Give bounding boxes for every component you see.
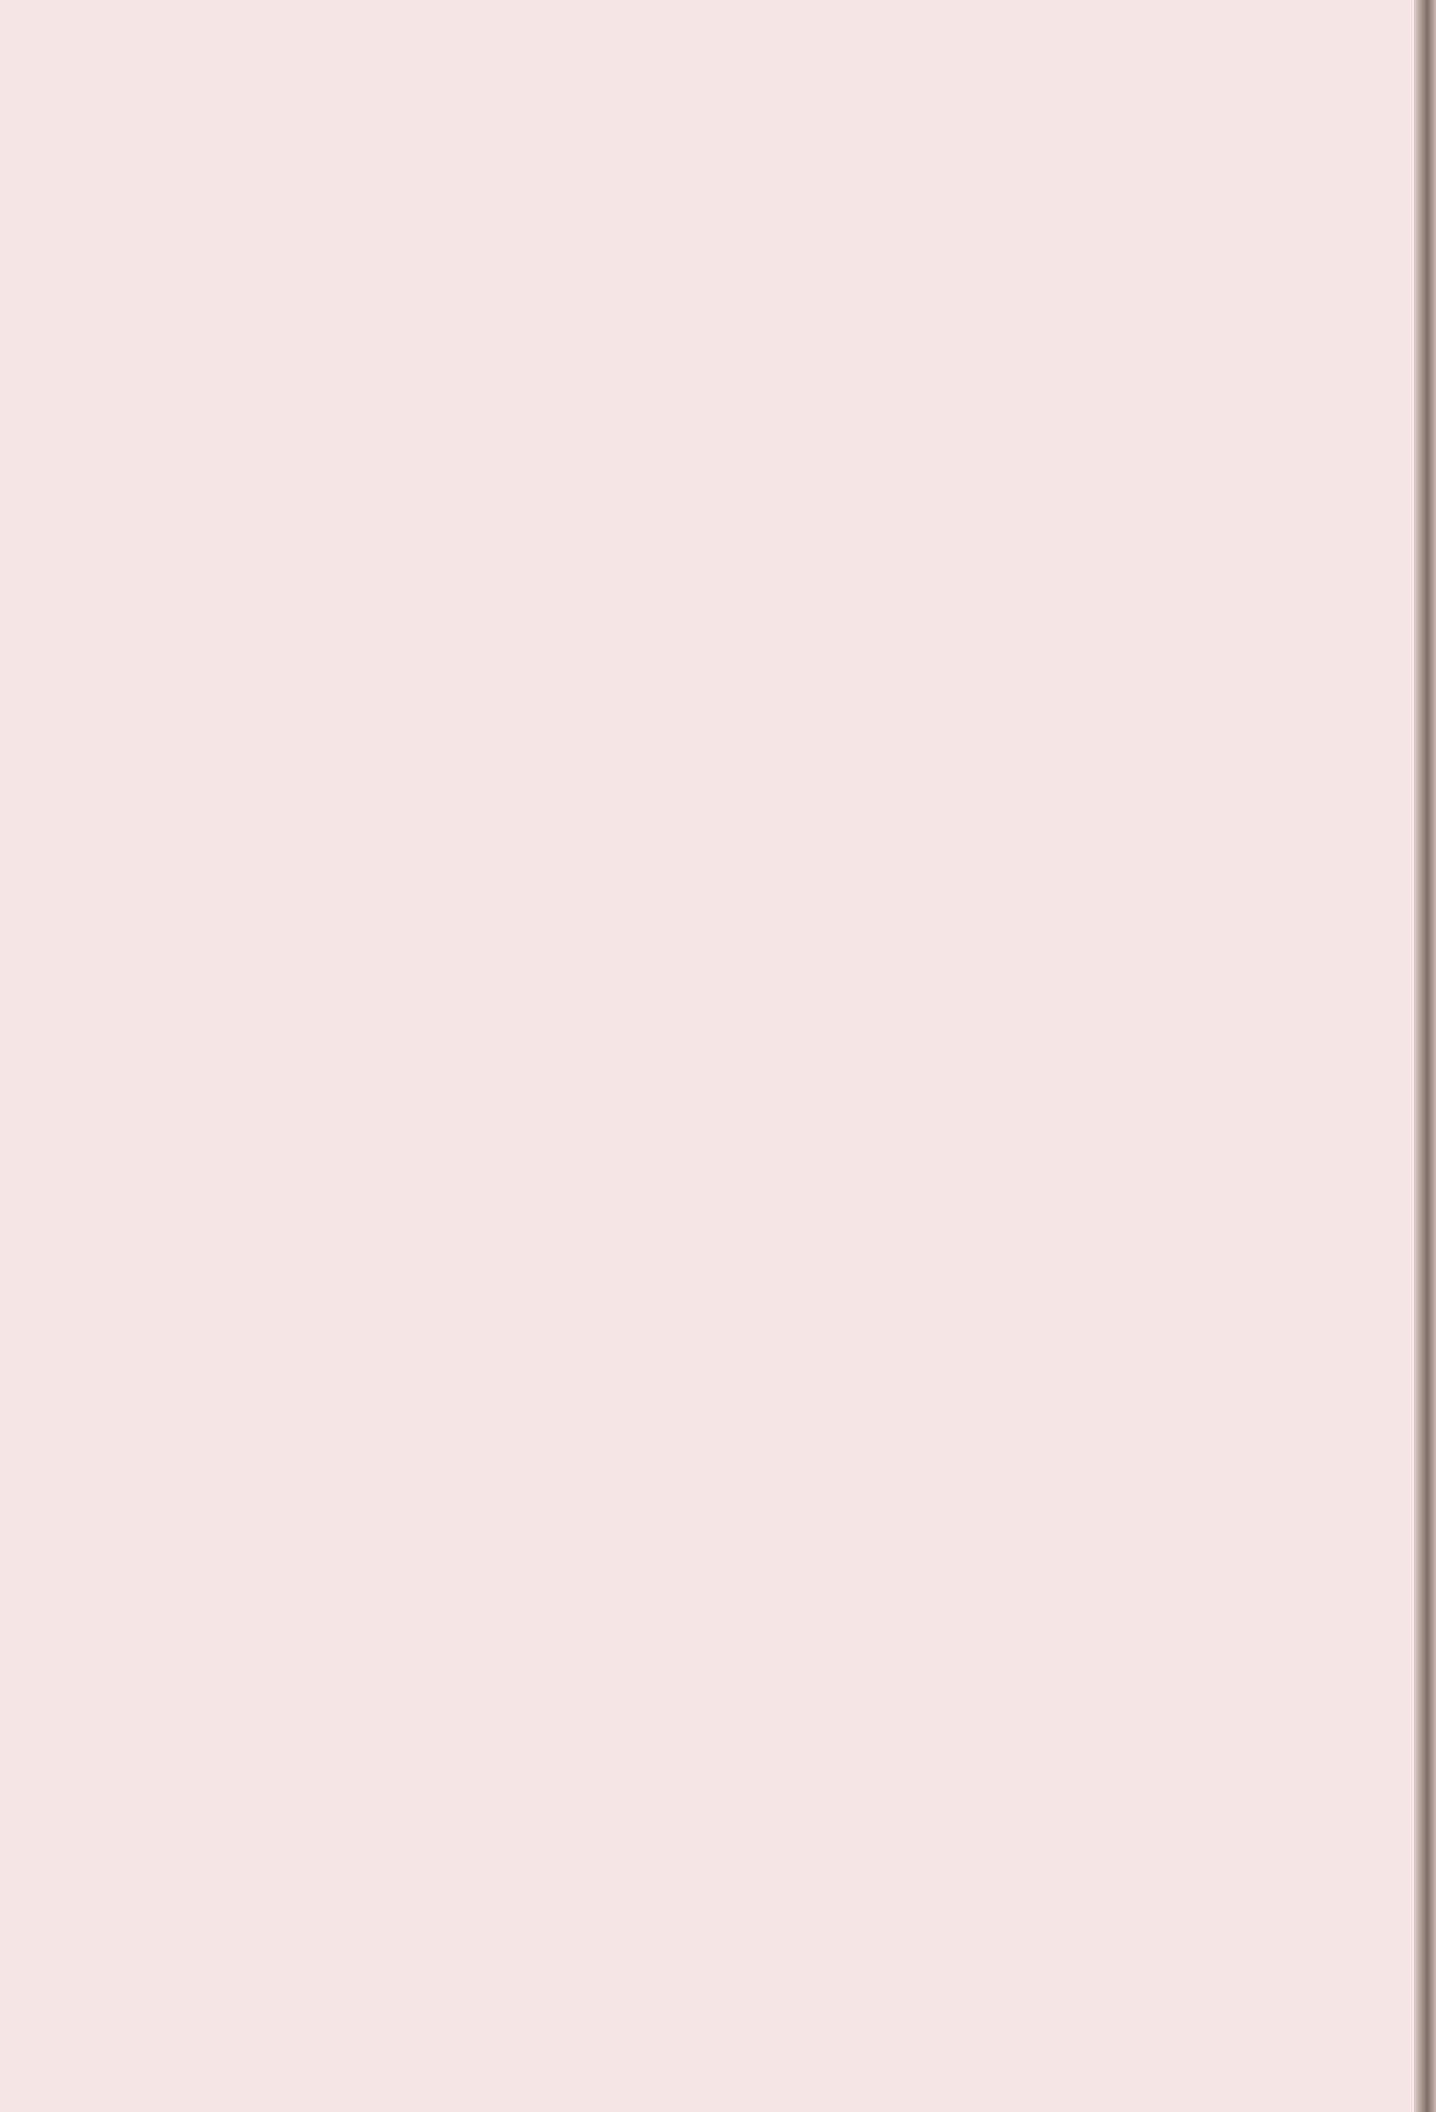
system-3-treble-staff xyxy=(0,1214,1436,1354)
system-3-bass-staff xyxy=(0,1410,1436,1550)
system-2-treble-staff xyxy=(0,742,1436,882)
system-1-bass-staff xyxy=(0,560,1436,700)
system-4-treble-staff xyxy=(0,1596,1436,1736)
system-2-bass-staff xyxy=(0,1024,1436,1164)
system-1-treble-staff xyxy=(0,262,1436,402)
system-4-bass-staff xyxy=(0,1784,1436,1924)
